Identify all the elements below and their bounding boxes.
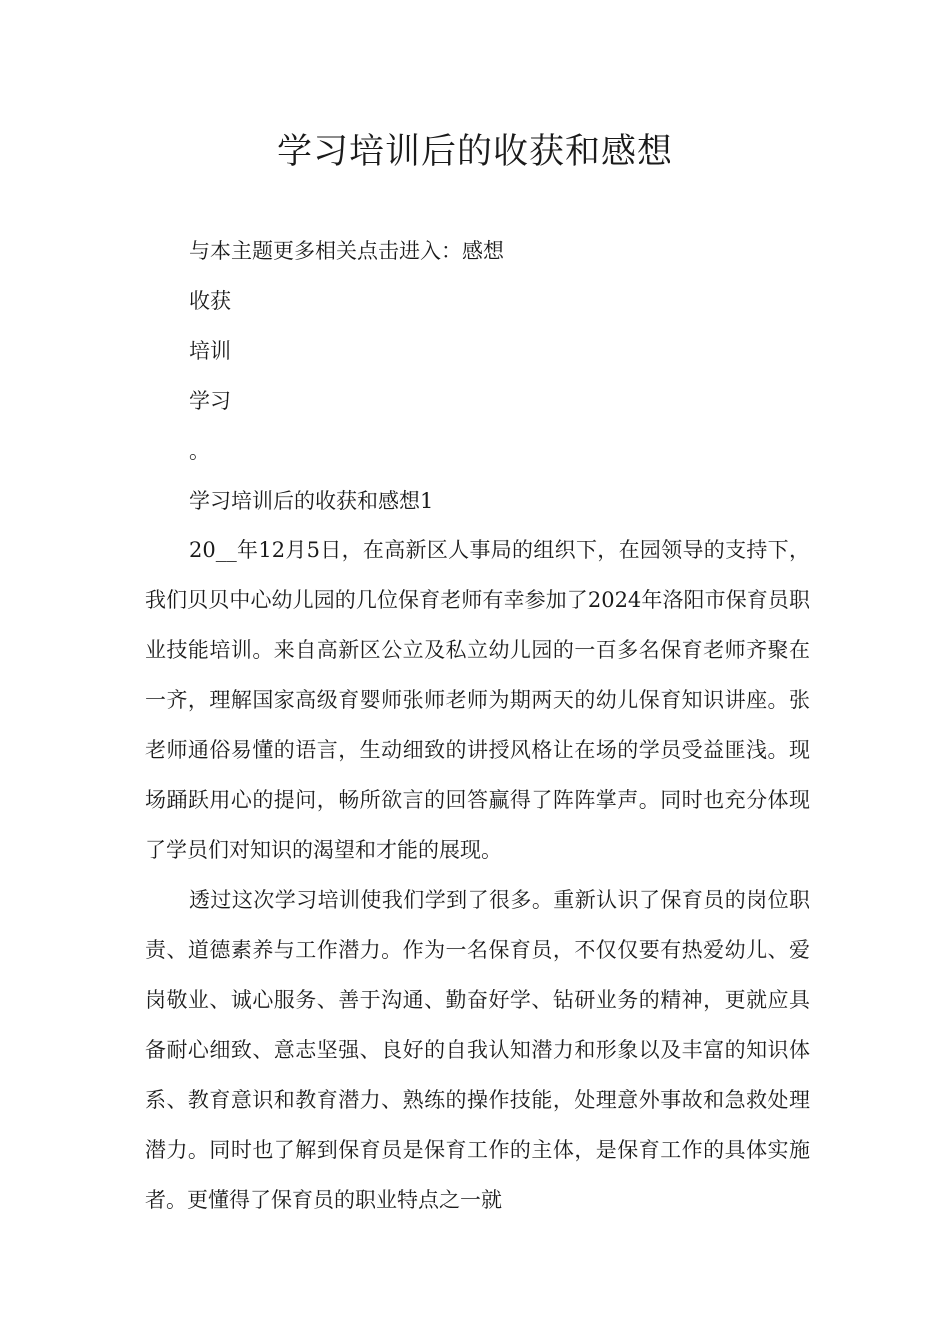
related-topics-line: 与本主题更多相关点击进入：感想	[189, 239, 504, 263]
tag-list-terminator: 。	[189, 439, 210, 463]
related-tag-shouhuo[interactable]: 收获	[189, 289, 231, 313]
related-tag-xuexi[interactable]: 学习	[189, 389, 231, 413]
related-tag-peixun[interactable]: 培训	[189, 339, 231, 363]
body-paragraph-2: 透过这次学习培训使我们学到了很多。重新认识了保育员的岗位职责、道德素养与工作潜力。作为一名保育员，不仅仅要有热爱幼儿、爱岗敬业、诚心服务、善于沟通、勤奋好学、钻研业务的精神，更就应具备耐心细致、意志坚强、良好的自我认知潜力和形象以及丰富的知识体系、教育意识和教育潜力、熟练的操作技能，处理意外事故和急救处理潜力。同时也了解到保育员是保育工作的主体，是保育工作的具体实施者。更懂得了保育员的职业特点之一就	[145, 888, 810, 1212]
document-title: 学习培训后的收获和感想	[276, 132, 673, 172]
body-paragraph-1: 20__年12月5日，在高新区人事局的组织下，在园领导的支持下，我们贝贝中心幼儿园的几位保育老师有幸参加了2024年洛阳市保育员职业技能培训。来自高新区公立及私立幼儿园的一百多名保育老师齐聚在一齐，理解国家高级育婴师张师老师为期两天的幼儿保育知识讲座。张老师通俗易懂的语言，生动细致的讲授风格让在场的学员受益匪浅。现场踊跃用心的提问，畅所欲言的回答赢得了阵阵掌声。同时也充分体现了学员们对知识的渴望和才能的展现。	[145, 538, 810, 862]
section-heading: 学习培训后的收获和感想1	[189, 489, 434, 513]
